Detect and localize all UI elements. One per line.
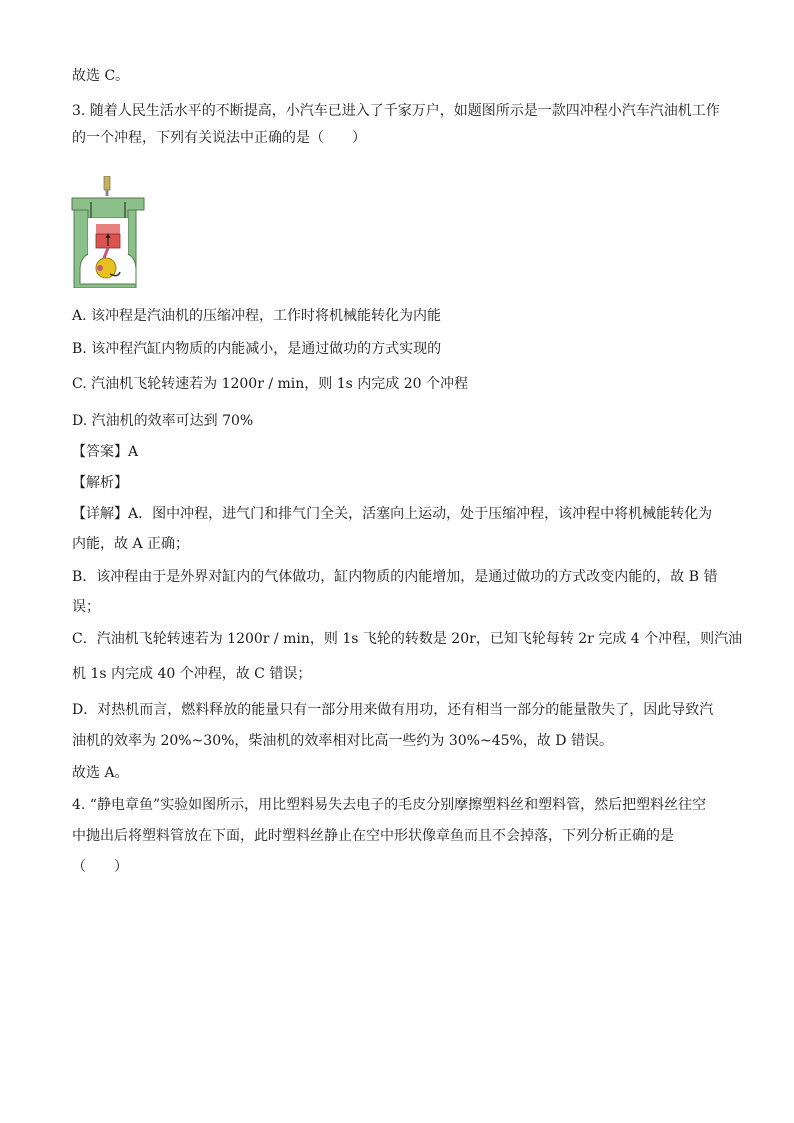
detail-b-line-1: B．该冲程由于是外界对缸内的气体做功，缸内物质的内能增加，是通过做功的方式改变内能的，故 B 错 [72,569,718,585]
detail-c-line-1: C．汽油机飞轮转速若为 1200r / min，则 1s 飞轮的转数是 20r，已知飞轮每转 2r 完成 4 个冲程，则汽油 [72,631,743,647]
option-c: C. 汽油机飞轮转速若为 1200r / min，则 1s 内完成 20 个冲程 [72,376,468,392]
question-4-line-3: （ ） [72,859,128,875]
question-3-line-1: 3. 随着人民生活水平的不断提高，小汽车已进入了千家万户，如题图所示是一款四冲程小汽车汽油机工作 [72,103,720,119]
spark-plug-tip [106,190,109,196]
detail-c-line-2: 机 1s 内完成 40 个冲程，故 C 错误； [72,666,312,682]
question-4-line-2: 中抛出后将塑料管放在下面，此时塑料丝静止在空中形状像章鱼而且不会掉落，下列分析正确的是 [72,828,674,844]
detail-a-line-2: 内能，故 A 正确； [72,536,190,552]
analysis-tag: 【解析】 [72,475,128,491]
option-d: D. 汽油机的效率可达到 70% [72,413,254,429]
question-3-line-2: 的一个冲程，下列有关说法中正确的是（ ） [72,130,366,146]
combustion-chamber [96,224,120,234]
answer [72,442,138,462]
option-b: B. 该冲程汽缸内物质的内能减小，是通过做功的方式实现的 [72,341,442,357]
answer-value: A [128,444,139,460]
crank-pin [97,265,103,271]
detail-a-line-1 [72,504,712,524]
conclusion: 故选 A。 [72,765,129,781]
engine-diagram [70,176,146,288]
detail-d-line-1: D．对热机而言，燃料释放的能量只有一部分用来做有用功，还有相当一部分的能量散失了，因此导致汽 [72,702,714,718]
option-a: A. 该冲程是汽油机的压缩冲程，工作时将机械能转化为内能 [72,308,442,324]
spark-plug [104,176,110,190]
detail-a-text: A．图中冲程，进气门和排气门全关，活塞向上运动，处于压缩冲程，该冲程中将机械能转化为 [128,506,713,522]
detail-b-line-2: 误； [72,599,100,615]
question-4-line-1: 4. “静电章鱼”实验如图所示，用比塑料易失去电子的毛皮分别摩擦塑料丝和塑料管，然后把塑料丝往空 [72,797,707,813]
detail-d-line-2: 油机的效率为 20%~30%，柴油机的效率相对比高一些约为 30%~45%，故 D 错误。 [72,733,613,749]
answer-tag: 【答案】 [72,444,128,460]
conclusion-prev: 故选 C。 [72,68,130,84]
detail-tag: 【详解】 [72,506,128,522]
